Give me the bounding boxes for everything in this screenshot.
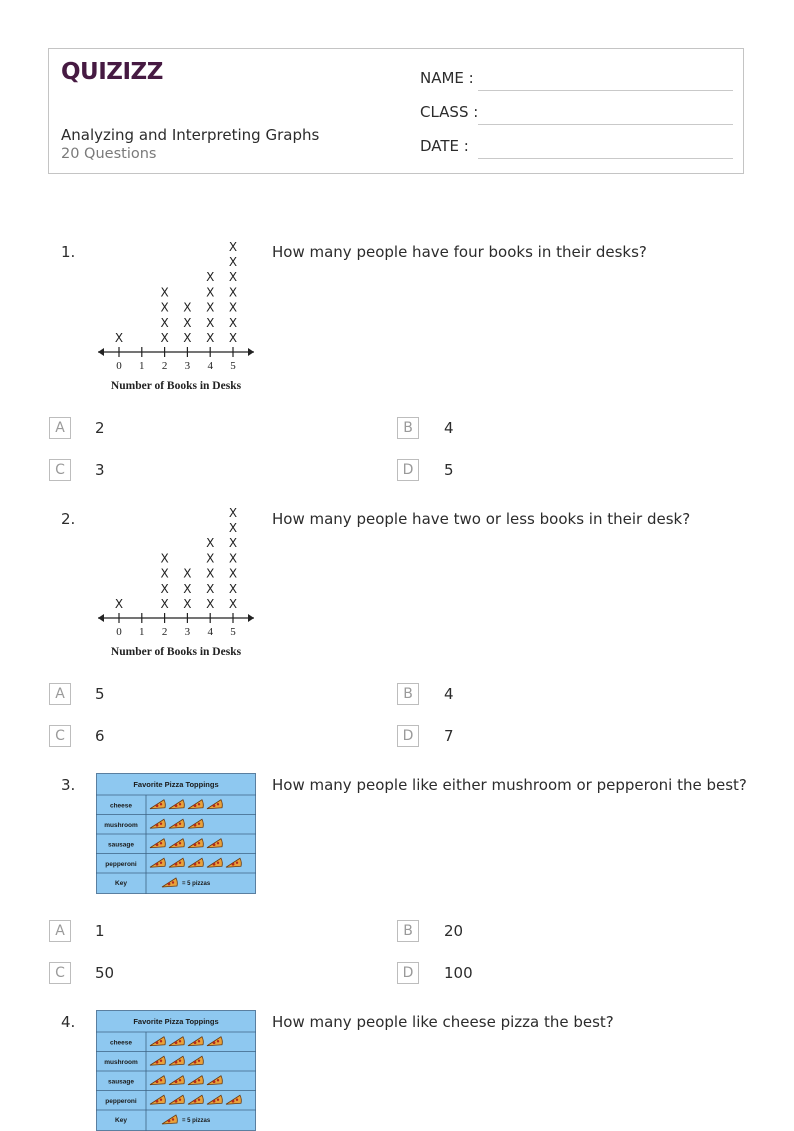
x-mark: X [160, 315, 169, 330]
row-label-mushroom: mushroom [104, 1058, 138, 1066]
row-label-mushroom: mushroom [104, 821, 138, 829]
x-mark: X [160, 581, 169, 596]
x-mark: X [206, 300, 215, 315]
x-mark: X [206, 285, 215, 300]
tick-label-4: 4 [207, 360, 213, 372]
x-mark: X [228, 581, 238, 596]
q3-option-b-box[interactable]: B [397, 920, 419, 942]
x-mark: X [206, 270, 215, 285]
pepperoni-dot [213, 863, 216, 866]
pepperoni-dot [217, 1099, 219, 1101]
pepperoni-dot [198, 1079, 200, 1081]
tick-label-5: 5 [230, 360, 236, 372]
x-mark: X [160, 566, 169, 581]
x-mark: X [114, 597, 124, 611]
q1-option-b-box[interactable]: B [397, 417, 419, 439]
q3-option-c-box[interactable]: C [49, 962, 71, 984]
q2-option-a-box[interactable]: A [49, 683, 71, 705]
pepperoni-dot [172, 881, 174, 883]
x-mark: X [228, 331, 238, 345]
pepperoni-dot [213, 843, 216, 846]
tick-label-2: 2 [161, 626, 168, 638]
q1-option-c-text: 3 [95, 461, 105, 479]
q3-option-a-box[interactable]: A [49, 920, 71, 942]
pepperoni-dot [198, 823, 200, 825]
q2-option-c-text: 6 [95, 727, 105, 745]
pepperoni-dot [217, 862, 219, 864]
q1-option-a-text: 2 [95, 419, 105, 437]
pepperoni-dot [175, 1080, 178, 1083]
x-mark: X [228, 270, 238, 285]
pepperoni-dot [198, 842, 200, 844]
row-label-cheese: cheese [109, 1039, 133, 1047]
x-mark: X [183, 566, 192, 581]
x-mark: X [160, 331, 169, 345]
x-mark: X [160, 300, 169, 315]
pepperoni-dot [194, 843, 197, 846]
pepperoni-dot [156, 863, 159, 866]
date-field[interactable] [478, 158, 733, 159]
pepperoni-dot [156, 1041, 159, 1044]
tick-label-4: 4 [207, 626, 213, 638]
x-mark: X [206, 331, 215, 345]
pepperoni-dot [217, 1040, 219, 1042]
x-mark: X [228, 315, 238, 330]
pepperoni-dot [179, 1040, 181, 1042]
row-label-pepperoni: pepperoni [105, 860, 137, 868]
x-mark: X [228, 239, 238, 254]
x-mark: X [228, 285, 238, 300]
x-axis-label: Number of Books in Desks [110, 646, 242, 658]
q2-option-d-box[interactable]: D [397, 725, 419, 747]
question-count: 20 Questions [61, 146, 157, 162]
q3-option-c-text: 50 [95, 964, 115, 982]
x-mark: X [228, 255, 238, 269]
tick-label-3: 3 [184, 626, 191, 638]
question-3-pictograph [96, 773, 256, 894]
pepperoni-dot [213, 1041, 216, 1044]
date-label: DATE : [420, 137, 469, 155]
arrow-left-icon [98, 614, 104, 622]
x-mark: X [206, 581, 215, 596]
pepperoni-dot [213, 804, 216, 807]
pepperoni-dot [156, 1061, 159, 1064]
arrow-left-icon [98, 348, 104, 356]
question-2-text: How many people have two or less books in their desk? [272, 510, 691, 528]
arrow-right-icon [248, 614, 254, 622]
x-mark: X [206, 551, 215, 566]
pepperoni-dot [236, 862, 238, 864]
x-mark: X [114, 331, 124, 345]
x-mark: X [183, 581, 192, 596]
pepperoni-dot [168, 1120, 171, 1123]
pepperoni-dot [175, 1100, 178, 1103]
pepperoni-dot [194, 804, 197, 807]
tick-label-5: 5 [230, 626, 236, 638]
x-mark: X [160, 597, 169, 611]
pepperoni-dot [175, 824, 178, 827]
pepperoni-dot [175, 1041, 178, 1044]
q3-option-b-text: 20 [444, 922, 464, 940]
worksheet-header [48, 48, 744, 174]
x-mark: X [160, 285, 169, 300]
pepperoni-dot [179, 803, 181, 805]
q1-option-c-box[interactable]: C [49, 459, 71, 481]
x-mark: X [228, 551, 238, 566]
class-label: CLASS : [420, 103, 479, 121]
pepperoni-dot [179, 1099, 181, 1101]
x-mark: X [160, 551, 169, 566]
q1-option-a-box[interactable]: A [49, 417, 71, 439]
pepperoni-dot [194, 824, 197, 827]
key-text: = 5 pizzas [182, 1118, 211, 1124]
q2-option-c-box[interactable]: C [49, 725, 71, 747]
tick-label-1: 1 [139, 360, 145, 372]
pepperoni-dot [217, 803, 219, 805]
pepperoni-dot [198, 803, 200, 805]
pepperoni-dot [175, 863, 178, 866]
pepperoni-dot [156, 804, 159, 807]
pepperoni-dot [175, 804, 178, 807]
pepperoni-dot [194, 1100, 197, 1103]
class-field[interactable] [478, 124, 733, 125]
pepperoni-dot [175, 843, 178, 846]
pepperoni-dot [160, 862, 162, 864]
pepperoni-dot [160, 803, 162, 805]
question-3-number: 3. [61, 776, 76, 794]
x-mark: X [183, 300, 192, 315]
pepperoni-dot [160, 823, 162, 825]
pepperoni-dot [198, 1099, 200, 1101]
pepperoni-dot [232, 1100, 235, 1103]
key-label: Key [115, 880, 127, 887]
q3-option-d-text: 100 [444, 964, 473, 982]
q3-option-a-text: 1 [95, 922, 105, 940]
q2-option-a-text: 5 [95, 685, 105, 703]
pepperoni-dot [156, 843, 159, 846]
pepperoni-dot [156, 1100, 159, 1103]
row-label-cheese: cheese [109, 802, 133, 810]
pepperoni-dot [213, 1080, 216, 1083]
question-2-line-plot [94, 502, 258, 662]
tick-label-0: 0 [116, 360, 122, 372]
pepperoni-dot [232, 863, 235, 866]
pictograph-title: Favorite Pizza Toppings [133, 1017, 219, 1026]
q3-option-d-box[interactable]: D [397, 962, 419, 984]
row-label-sausage: sausage [107, 841, 135, 849]
pepperoni-dot [179, 1060, 181, 1062]
pepperoni-dot [198, 862, 200, 864]
pepperoni-dot [179, 823, 181, 825]
arrow-right-icon [248, 348, 254, 356]
pictograph-title: Favorite Pizza Toppings [133, 780, 219, 789]
pepperoni-dot [236, 1099, 238, 1101]
question-1-text: How many people have four books in their desks? [272, 243, 647, 261]
x-mark: X [228, 521, 238, 535]
pepperoni-dot [156, 824, 159, 827]
x-mark: X [228, 300, 238, 315]
q2-option-b-box[interactable]: B [397, 683, 419, 705]
question-4-number: 4. [61, 1013, 76, 1031]
key-label: Key [115, 1117, 127, 1124]
tick-label-0: 0 [116, 626, 122, 638]
pictograph-frame [97, 774, 256, 894]
row-label-sausage: sausage [107, 1078, 135, 1086]
x-mark: X [183, 597, 192, 611]
question-4-text: How many people like cheese pizza the best? [272, 1013, 614, 1031]
name-field[interactable] [478, 90, 733, 91]
quizizz-logo: QUIZIZZ [61, 59, 163, 85]
q1-option-d-text: 5 [444, 461, 454, 479]
pepperoni-dot [194, 1080, 197, 1083]
pepperoni-dot [175, 1061, 178, 1064]
x-mark: X [228, 566, 238, 581]
tick-label-2: 2 [161, 360, 168, 372]
q2-option-b-text: 4 [444, 685, 454, 703]
x-mark: X [228, 505, 238, 520]
x-mark: X [183, 331, 192, 345]
pepperoni-dot [179, 862, 181, 864]
pepperoni-dot [160, 1079, 162, 1081]
x-mark: X [228, 597, 238, 611]
pepperoni-dot [217, 842, 219, 844]
pepperoni-dot [168, 883, 171, 886]
pepperoni-dot [179, 842, 181, 844]
name-label: NAME : [420, 69, 474, 87]
x-axis-label: Number of Books in Desks [110, 380, 242, 392]
tick-label-3: 3 [184, 360, 191, 372]
pepperoni-dot [160, 1099, 162, 1101]
pepperoni-dot [179, 1079, 181, 1081]
x-mark: X [183, 315, 192, 330]
question-1-line-plot [94, 236, 258, 396]
pepperoni-dot [213, 1100, 216, 1103]
pepperoni-dot [217, 1079, 219, 1081]
tick-label-1: 1 [139, 626, 145, 638]
pepperoni-dot [160, 1040, 162, 1042]
x-mark: X [206, 315, 215, 330]
pepperoni-dot [194, 1041, 197, 1044]
pictograph-frame [97, 1011, 256, 1131]
pepperoni-dot [194, 1061, 197, 1064]
pepperoni-dot [156, 1080, 159, 1083]
pepperoni-dot [172, 1118, 174, 1120]
pepperoni-dot [198, 1060, 200, 1062]
worksheet-title: Analyzing and Interpreting Graphs [61, 126, 320, 144]
x-mark: X [206, 536, 215, 551]
question-2-number: 2. [61, 510, 76, 528]
question-3-text: How many people like either mushroom or pepperoni the best? [272, 776, 747, 794]
pepperoni-dot [160, 1060, 162, 1062]
question-4-pictograph [96, 1010, 256, 1131]
x-mark: X [206, 566, 215, 581]
key-text: = 5 pizzas [182, 881, 211, 887]
pepperoni-dot [198, 1040, 200, 1042]
question-1-number: 1. [61, 243, 76, 261]
x-mark: X [206, 597, 215, 611]
q1-option-b-text: 4 [444, 419, 454, 437]
pepperoni-dot [194, 863, 197, 866]
q1-option-d-box[interactable]: D [397, 459, 419, 481]
pepperoni-dot [160, 842, 162, 844]
x-mark: X [228, 536, 238, 551]
row-label-pepperoni: pepperoni [105, 1097, 137, 1105]
q2-option-d-text: 7 [444, 727, 454, 745]
